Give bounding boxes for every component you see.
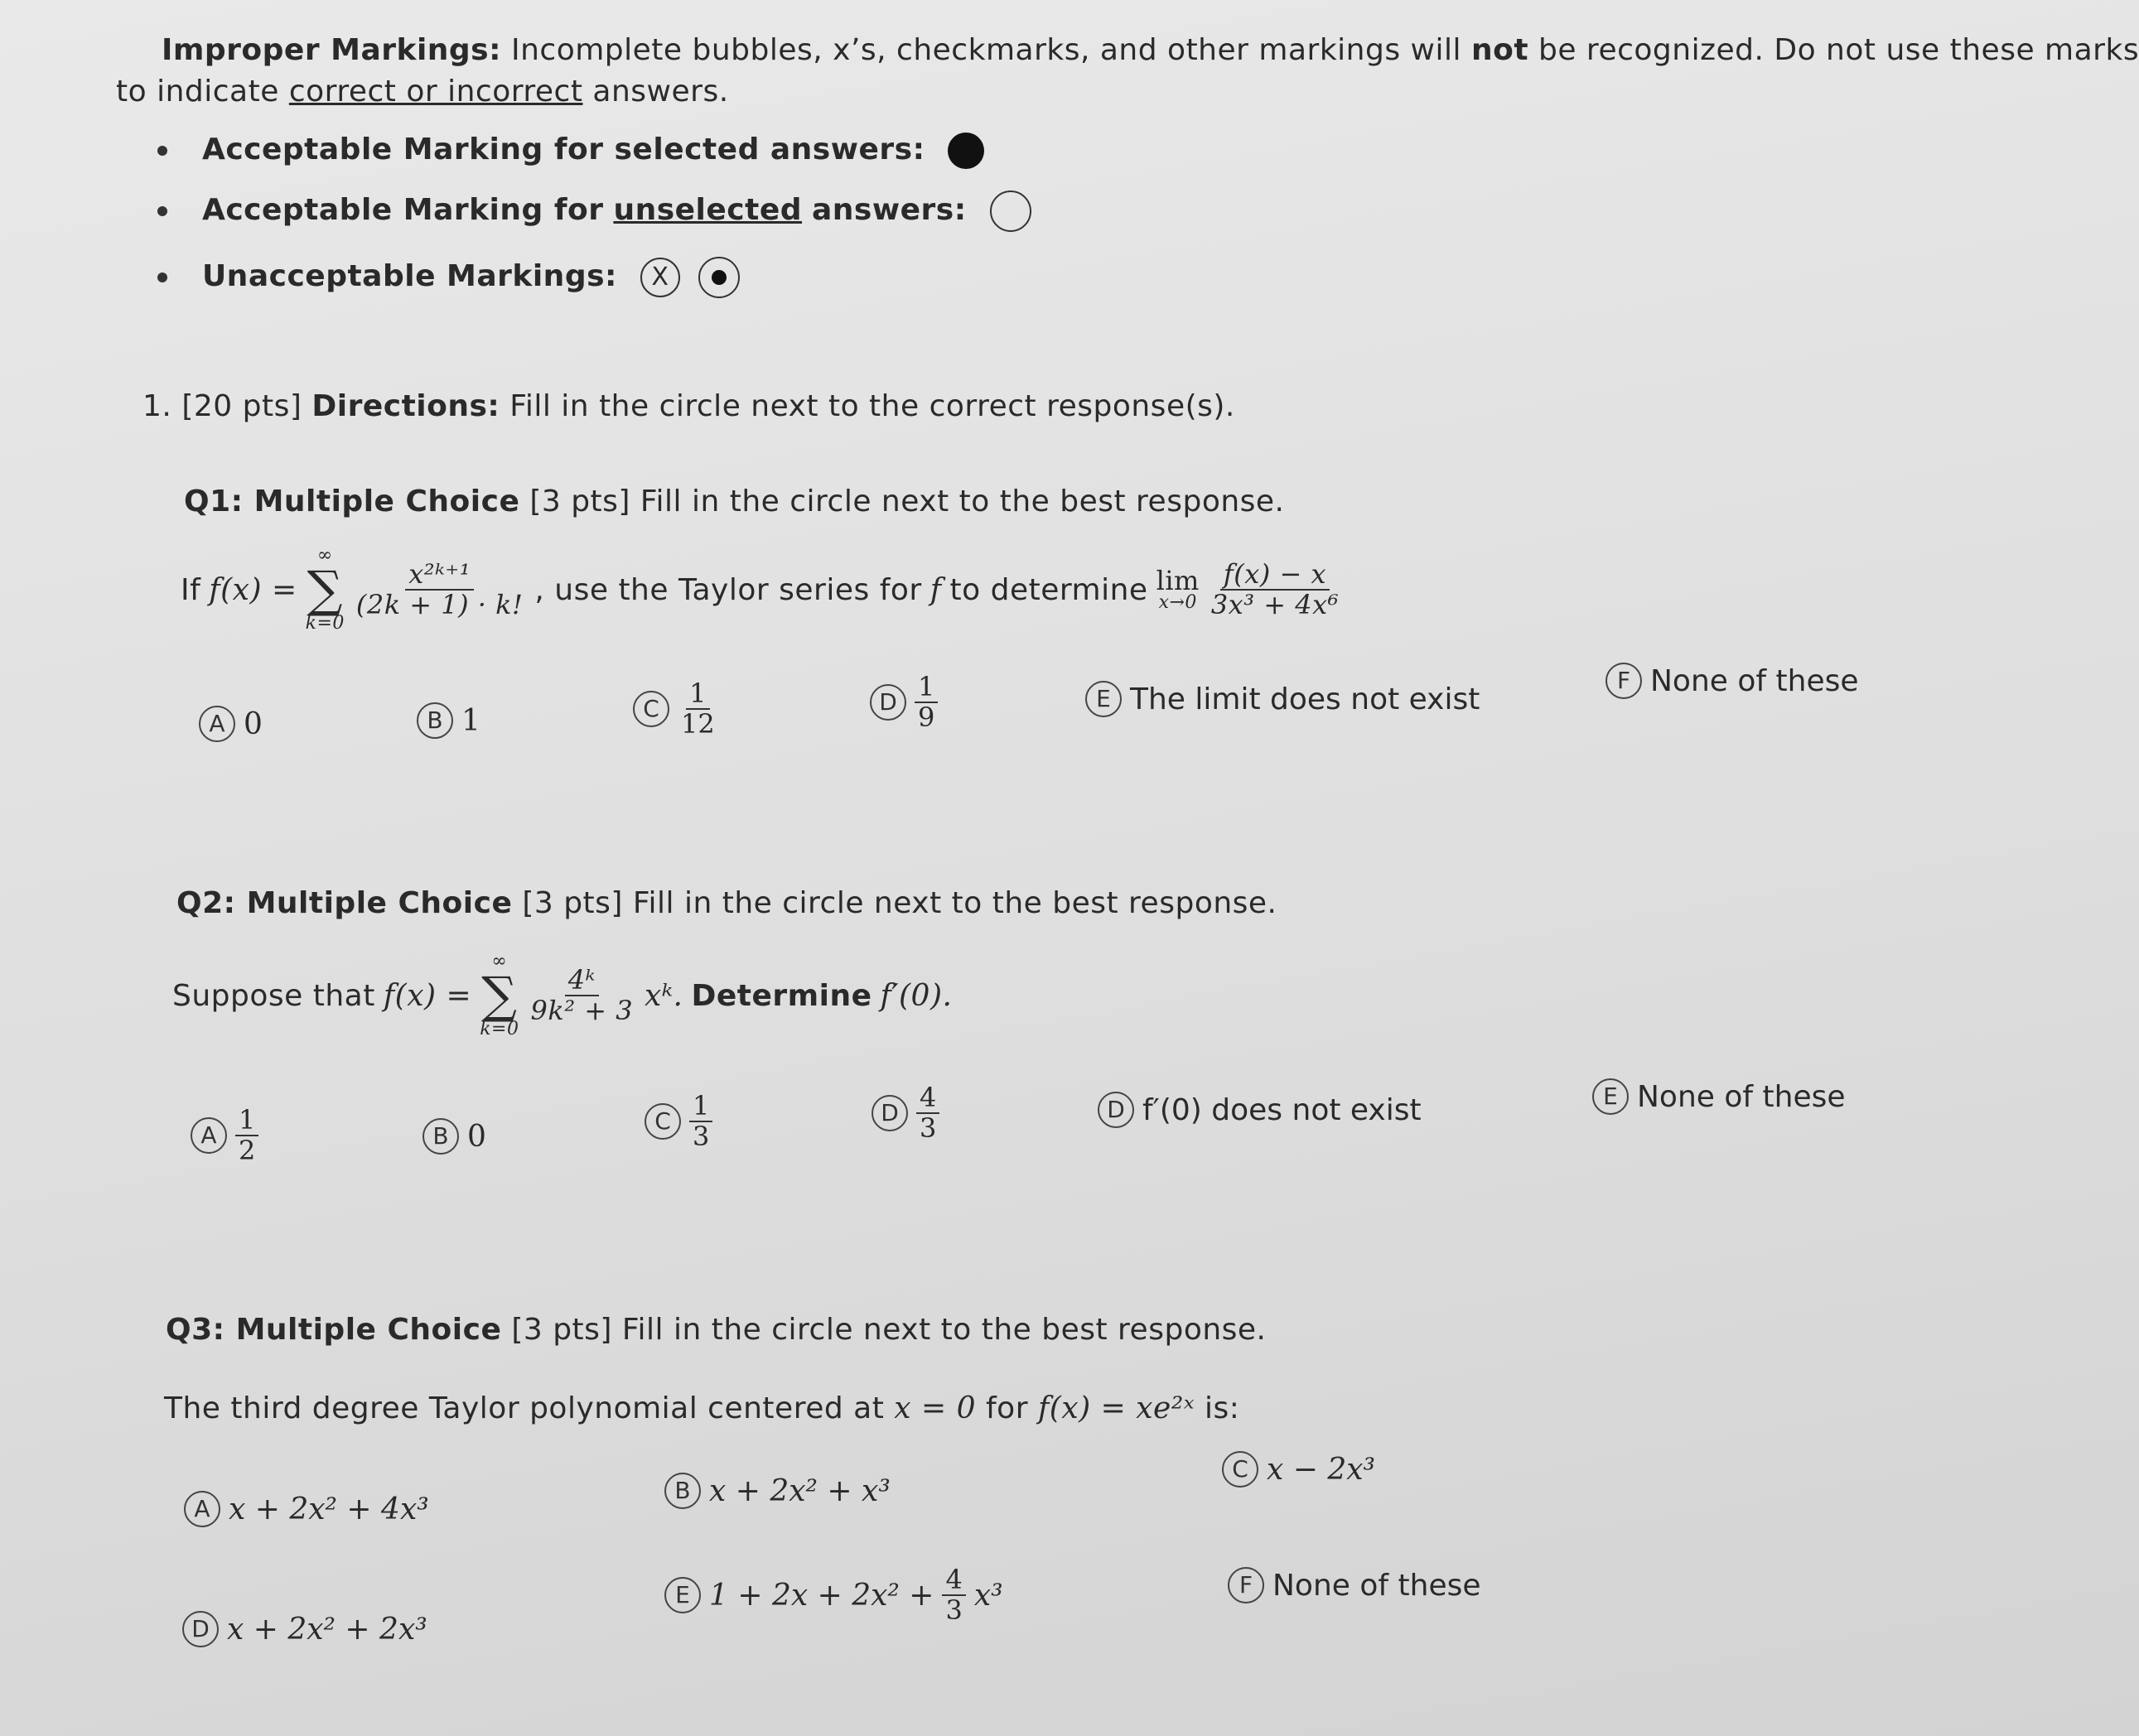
- q3-heading: [166, 1313, 1267, 1347]
- q3-option-e-text-post: x³: [973, 1578, 1003, 1613]
- q2-option-d2[interactable]: [1098, 1092, 1422, 1128]
- q2-option-d-fraction: [916, 1083, 939, 1143]
- q3-option-a-text: x + 2x² + 4x³: [229, 1492, 429, 1526]
- q2-term-fraction: [527, 963, 636, 1026]
- dot-bubble-icon: [698, 257, 740, 298]
- q2-option-b-text: 0: [467, 1119, 486, 1154]
- improper-not: not: [1470, 33, 1529, 67]
- q1-title: Q1: Multiple Choice: [184, 485, 520, 518]
- q3-option-d[interactable]: [182, 1611, 427, 1647]
- q1-mid: , use the Taylor series for: [534, 572, 922, 607]
- improper-markings-label: Improper Markings:: [162, 33, 502, 67]
- q1-option-c-fraction: [678, 679, 718, 739]
- q1-bubble-d[interactable]: D: [870, 684, 906, 721]
- legend-unselected: [157, 190, 1031, 232]
- q2-option-c-den: 3: [693, 1121, 710, 1153]
- q3-title: Q3: Multiple Choice: [166, 1313, 502, 1347]
- q2-option-c[interactable]: [645, 1092, 712, 1151]
- q3-bubble-a[interactable]: A: [184, 1491, 220, 1527]
- q3-option-a[interactable]: [184, 1491, 429, 1527]
- q1-limit-fraction: [1208, 557, 1342, 620]
- q2-term-num: 4ᵏ: [565, 966, 599, 996]
- q1-bubble-f[interactable]: F: [1605, 663, 1642, 699]
- empty-bubble-icon: [990, 190, 1031, 232]
- q2-bubble-b[interactable]: B: [422, 1118, 459, 1155]
- q1-option-f-text: None of these: [1650, 663, 1859, 698]
- legend-unselected-pre: Acceptable Marking for: [201, 193, 604, 227]
- q1-option-f[interactable]: [1605, 663, 1859, 699]
- problem-header: [142, 389, 1235, 423]
- x-bubble-icon: X: [640, 258, 680, 297]
- q1-statement: [181, 547, 1342, 633]
- q1-option-e-text: The limit does not exist: [1130, 682, 1480, 716]
- improper-text-2: be recognized. Do not use these marks: [1538, 33, 2139, 67]
- legend-unselected-post: answers:: [811, 193, 967, 227]
- q1-sum-bottom: k=0: [305, 613, 345, 634]
- filled-bubble-icon: [948, 133, 984, 169]
- q2-option-c-num: 1: [689, 1092, 712, 1122]
- q3-bubble-e[interactable]: E: [664, 1577, 701, 1613]
- q1-term-num: x²ᵏ⁺¹: [405, 560, 474, 591]
- legend-unacceptable-label: Unacceptable Markings:: [201, 259, 617, 293]
- q1-pts: [3 pts] Fill in the circle next to the best response.: [529, 485, 1285, 518]
- q3-option-f[interactable]: [1228, 1567, 1481, 1603]
- q1-option-d-den: 9: [918, 702, 935, 734]
- q1-bubble-b[interactable]: B: [417, 702, 453, 739]
- q1-option-d[interactable]: [870, 673, 938, 732]
- q1-lim-sub: x→0: [1158, 592, 1197, 613]
- q2-sum: [480, 952, 519, 1039]
- q2-sum-top: ∞: [491, 951, 508, 972]
- q3-option-f-text: None of these: [1272, 1568, 1481, 1603]
- q2-option-d-den: 3: [920, 1112, 937, 1145]
- legend-unacceptable: [157, 257, 740, 298]
- q1-option-c-num: 1: [686, 679, 709, 710]
- q1-option-a[interactable]: [199, 706, 263, 742]
- q2-option-d[interactable]: [872, 1083, 939, 1143]
- q2-bubble-a[interactable]: A: [191, 1117, 227, 1154]
- q2-bubble-e[interactable]: E: [1592, 1078, 1629, 1115]
- q2-option-d-num: 4: [916, 1083, 939, 1114]
- q1-option-d-fraction: [915, 673, 938, 732]
- q1-f-of-x: f(x) =: [209, 572, 297, 607]
- q1-option-c[interactable]: [633, 679, 718, 739]
- q3-option-c-text: x − 2x³: [1267, 1452, 1375, 1487]
- q3-option-d-text: x + 2x² + 2x³: [227, 1612, 427, 1647]
- q2-suppose: Suppose that: [172, 978, 375, 1013]
- q1-limit-den: 3x³ + 4x⁶: [1210, 589, 1340, 620]
- q1-if: If: [181, 572, 201, 607]
- q2-heading: [176, 886, 1277, 920]
- legend-unselected-word: unselected: [613, 193, 803, 227]
- q1-mid2: to determine: [949, 572, 1148, 607]
- q3-statement: [164, 1391, 1239, 1425]
- q2-option-e-text: None of these: [1637, 1079, 1846, 1114]
- q1-lim: lim: [1156, 565, 1200, 596]
- q2-option-a[interactable]: [191, 1106, 258, 1165]
- bullet-icon: [157, 146, 167, 156]
- q2-option-d2-text: f′(0) does not exist: [1142, 1092, 1422, 1127]
- q3-bubble-c[interactable]: C: [1222, 1451, 1258, 1488]
- q3-bubble-f[interactable]: F: [1228, 1567, 1264, 1603]
- q2-statement: [172, 952, 952, 1039]
- q2-option-e[interactable]: [1592, 1078, 1846, 1115]
- q1-sum-symbol: ∑: [307, 561, 343, 619]
- q2-term-den: 9k² + 3: [530, 995, 634, 1026]
- q1-sum: [306, 547, 345, 633]
- q1-option-a-text: 0: [244, 706, 263, 741]
- q3-option-b-text: x + 2x² + x³: [709, 1473, 891, 1508]
- legend-selected-label: Acceptable Marking for selected answers:: [201, 133, 925, 166]
- q3-pts: [3 pts] Fill in the circle next to the best response.: [511, 1313, 1267, 1347]
- q1-heading: [184, 485, 1285, 518]
- q1-option-b[interactable]: [417, 702, 480, 739]
- q2-option-a-den: 2: [239, 1135, 256, 1167]
- legend-selected: [157, 133, 984, 169]
- q1-bubble-e[interactable]: E: [1085, 681, 1122, 717]
- bullet-icon: [157, 206, 167, 216]
- q1-bubble-a[interactable]: A: [199, 706, 235, 742]
- problem-number: 1.: [142, 389, 172, 423]
- q2-option-a-num: 1: [235, 1106, 258, 1136]
- q2-f-of-x: f(x) =: [383, 978, 472, 1013]
- q3-option-e-num: 4: [942, 1565, 965, 1596]
- directions-label: Directions:: [311, 389, 500, 423]
- correct-or-incorrect-link[interactable]: correct or incorrect: [288, 75, 583, 108]
- improper-text-1: Incomplete bubbles, x’s, checkmarks, and other markings will: [510, 33, 1461, 67]
- q3-x0: x = 0: [894, 1391, 977, 1425]
- bullet-icon: [157, 272, 167, 282]
- q3-option-e-text-pre: 1 + 2x + 2x² +: [709, 1578, 934, 1613]
- q2-sum-symbol: ∑: [481, 967, 518, 1025]
- q1-option-b-text: 1: [461, 703, 480, 738]
- improper-markings-line-2: [116, 75, 729, 108]
- q2-option-a-fraction: [235, 1106, 258, 1165]
- q3-statement-1: The third degree Taylor polynomial centered at: [164, 1391, 885, 1425]
- q2-title: Q2: Multiple Choice: [176, 886, 513, 920]
- q3-option-e[interactable]: [664, 1565, 1003, 1625]
- q2-determine: Determine: [691, 978, 872, 1013]
- q1-bubble-c[interactable]: C: [633, 691, 669, 727]
- q1-limit: [1156, 567, 1200, 612]
- improper-markings-line-1: [162, 33, 2139, 67]
- q1-option-e[interactable]: [1085, 681, 1480, 717]
- q2-sum-bottom: k=0: [480, 1019, 519, 1039]
- q2-bubble-c[interactable]: C: [645, 1103, 681, 1140]
- q2-pts: [3 pts] Fill in the circle next to the best response.: [522, 886, 1277, 920]
- q3-statement-2: for: [986, 1391, 1028, 1425]
- problem-points: [20 pts]: [181, 389, 302, 423]
- q3-bubble-b[interactable]: B: [664, 1473, 701, 1509]
- q1-option-d-num: 1: [915, 673, 938, 703]
- q1-limit-num: f(x) − x: [1220, 560, 1330, 591]
- q3-bubble-d[interactable]: D: [182, 1611, 219, 1647]
- q3-option-e-fraction: [942, 1565, 965, 1625]
- directions-text: Fill in the circle next to the correct response(s).: [509, 389, 1235, 423]
- q3-f: f(x) = xe²ˣ: [1037, 1391, 1195, 1425]
- q2-fprime: f′(0).: [880, 978, 953, 1013]
- q1-term-den: (2k + 1) · k!: [355, 589, 524, 620]
- q1-term-fraction: [353, 557, 527, 620]
- improper-text-3: to indicate: [116, 75, 279, 108]
- q2-xk: xᵏ.: [645, 978, 683, 1013]
- q2-option-b[interactable]: [422, 1118, 486, 1155]
- q3-option-e-den: 3: [945, 1594, 963, 1627]
- q3-option-b[interactable]: [664, 1473, 891, 1509]
- q1-sum-top: ∞: [316, 545, 333, 566]
- q3-statement-3: is:: [1205, 1391, 1240, 1425]
- q2-bubble-d[interactable]: D: [872, 1095, 908, 1131]
- q1-f: f: [929, 572, 942, 607]
- q2-option-c-fraction: [689, 1092, 712, 1151]
- q1-option-c-den: 12: [681, 708, 715, 740]
- q3-option-c[interactable]: [1222, 1451, 1375, 1488]
- q2-bubble-d2[interactable]: D: [1098, 1092, 1134, 1128]
- improper-text-4: answers.: [592, 75, 729, 108]
